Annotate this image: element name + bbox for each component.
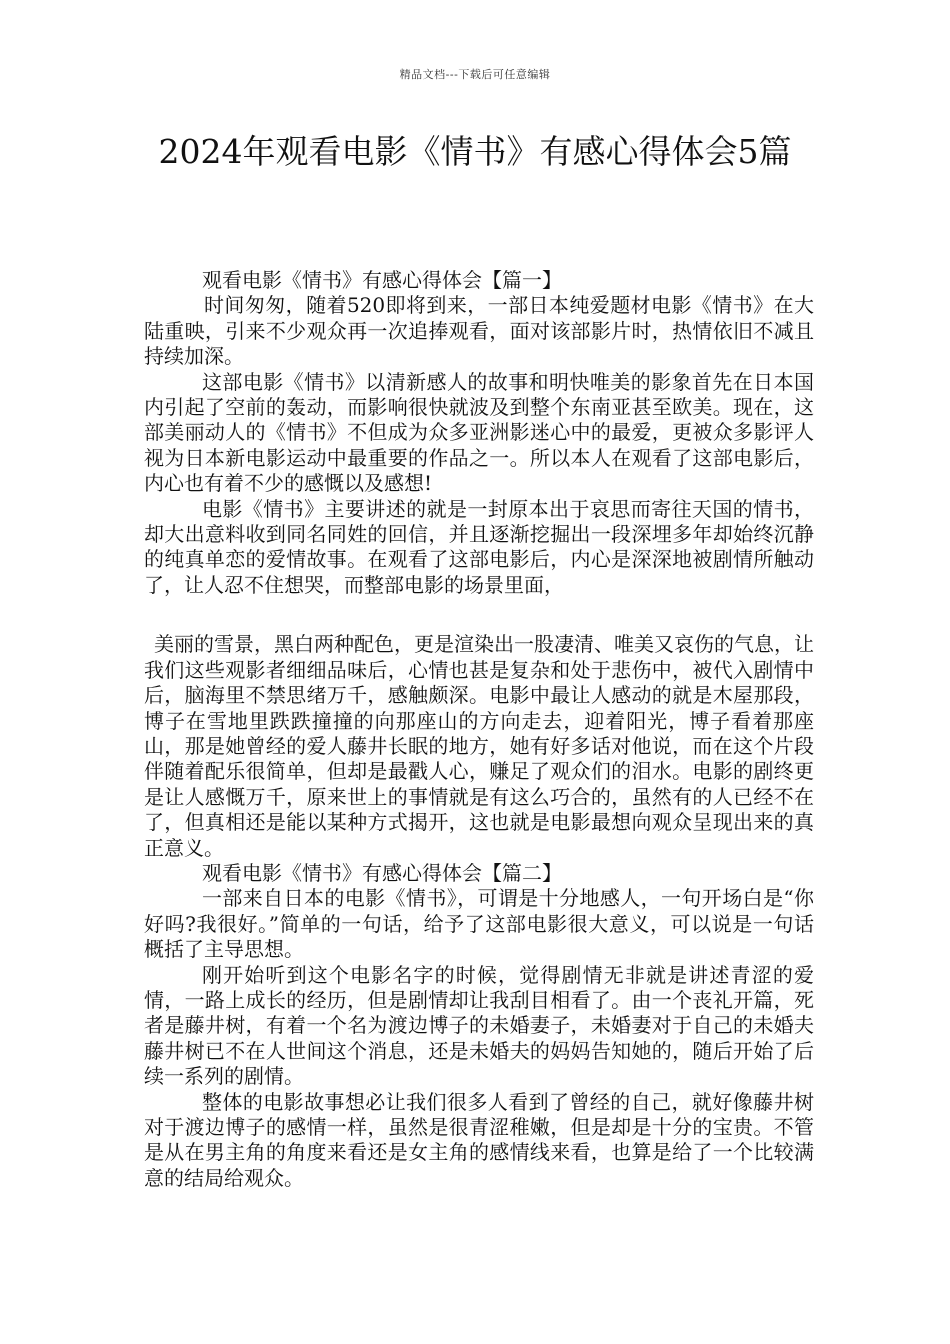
section-heading: 观看电影《情书》有感心得体会【篇二】 [202,860,562,885]
header-note: 精品文档---下载后可任意编辑 [399,68,551,81]
section-heading: 观看电影《情书》有感心得体会【篇一】 [202,268,562,292]
body-paragraph: 这部电影《情书》以清新感人的故事和明快唯美的影象首先在日本国内引起了空前的轰动，而影响很快就波及到整个东南亚甚至欧美。现在，这部美丽动人的《情书》不但成为众多亚洲影迷心中的最爱，更被众多影评人视为日本新电影运动中最重要的作品之一。所以本人在观看了这部电影后，内心也有着不少的感慨以及感想! [144,369,814,496]
body-paragraph: 整体的电影故事想必让我们很多人看到了曾经的自己，就好像藤井树对于渡边博子的感情一样，虽然是很青涩稚嫩，但是却是十分的宝贵。不管是从在男主角的角度来看还是女主角的感情线来看，也算是给了一个比较满意的结局给观众。 [144,1089,814,1190]
body-paragraph: 电影《情书》主要讲述的就是一封原本出于哀思而寄往天国的情书，却大出意料收到同名同姓的回信，并且逐渐挖掘出一段深埋多年却始终沉静的纯真单恋的爱情故事。在观看了这部电影后，内心是深深地被剧情所触动了，让人忍不住想哭，而整部电影的场景里面， [144,496,814,597]
page-break-gap [144,598,814,632]
body-paragraph: 时间匆匆，随着520即将到来，一部日本纯爱题材电影《情书》在大陆重映，引来不少观众再一次追捧观看，面对该部影片时，热情依旧不减且持续加深。 [144,293,814,369]
document-title: 2024年观看电影《情书》有感心得体会5篇 [158,132,792,171]
body-paragraph: 美丽的雪景，黑白两种配色，更是渲染出一股凄清、唯美又哀伤的气息，让我们这些观影者细细品味后，心情也甚是复杂和处于悲伤中，被代入剧情中后，脑海里不禁思绪万千，感触颇深。电影中最让人感动的就是木屋那段，博子在雪地里跌跌撞撞的向那座山的方向走去，迎着阳光，博子看着那座山，那是她曾经的爱人藤井长眠的地方，她有好多话对他说，而在这个片段伴随着配乐很简单，但却是最戳人心，赚足了观众们的泪水。电影的剧终更是让人感慨万千，原来世上的事情就是有这么巧合的，虽然有的人已经不在了，但真相还是能以某种方式揭开，这也就是电影最想向观众呈现出来的真正意义。 [144,632,814,860]
document-body [144,268,814,1191]
body-paragraph: 一部来自日本的电影《情书》，可谓是十分地感人，一句开场白是“你好吗?我很好。”简单的一句话，给予了这部电影很大意义，可以说是一句话概括了主导思想。 [144,886,814,962]
body-paragraph: 刚开始听到这个电影名字的时候，觉得剧情无非就是讲述青涩的爱情，一路上成长的经历，但是剧情却让我刮目相看了。由一个丧礼开篇，死者是藤井树，有着一个名为渡边博子的未婚妻子，未婚妻对于自己的未婚夫藤井树已不在人世间这个消息，还是未婚夫的妈妈告知她的，随后开始了后续一系列的剧情。 [144,962,814,1089]
